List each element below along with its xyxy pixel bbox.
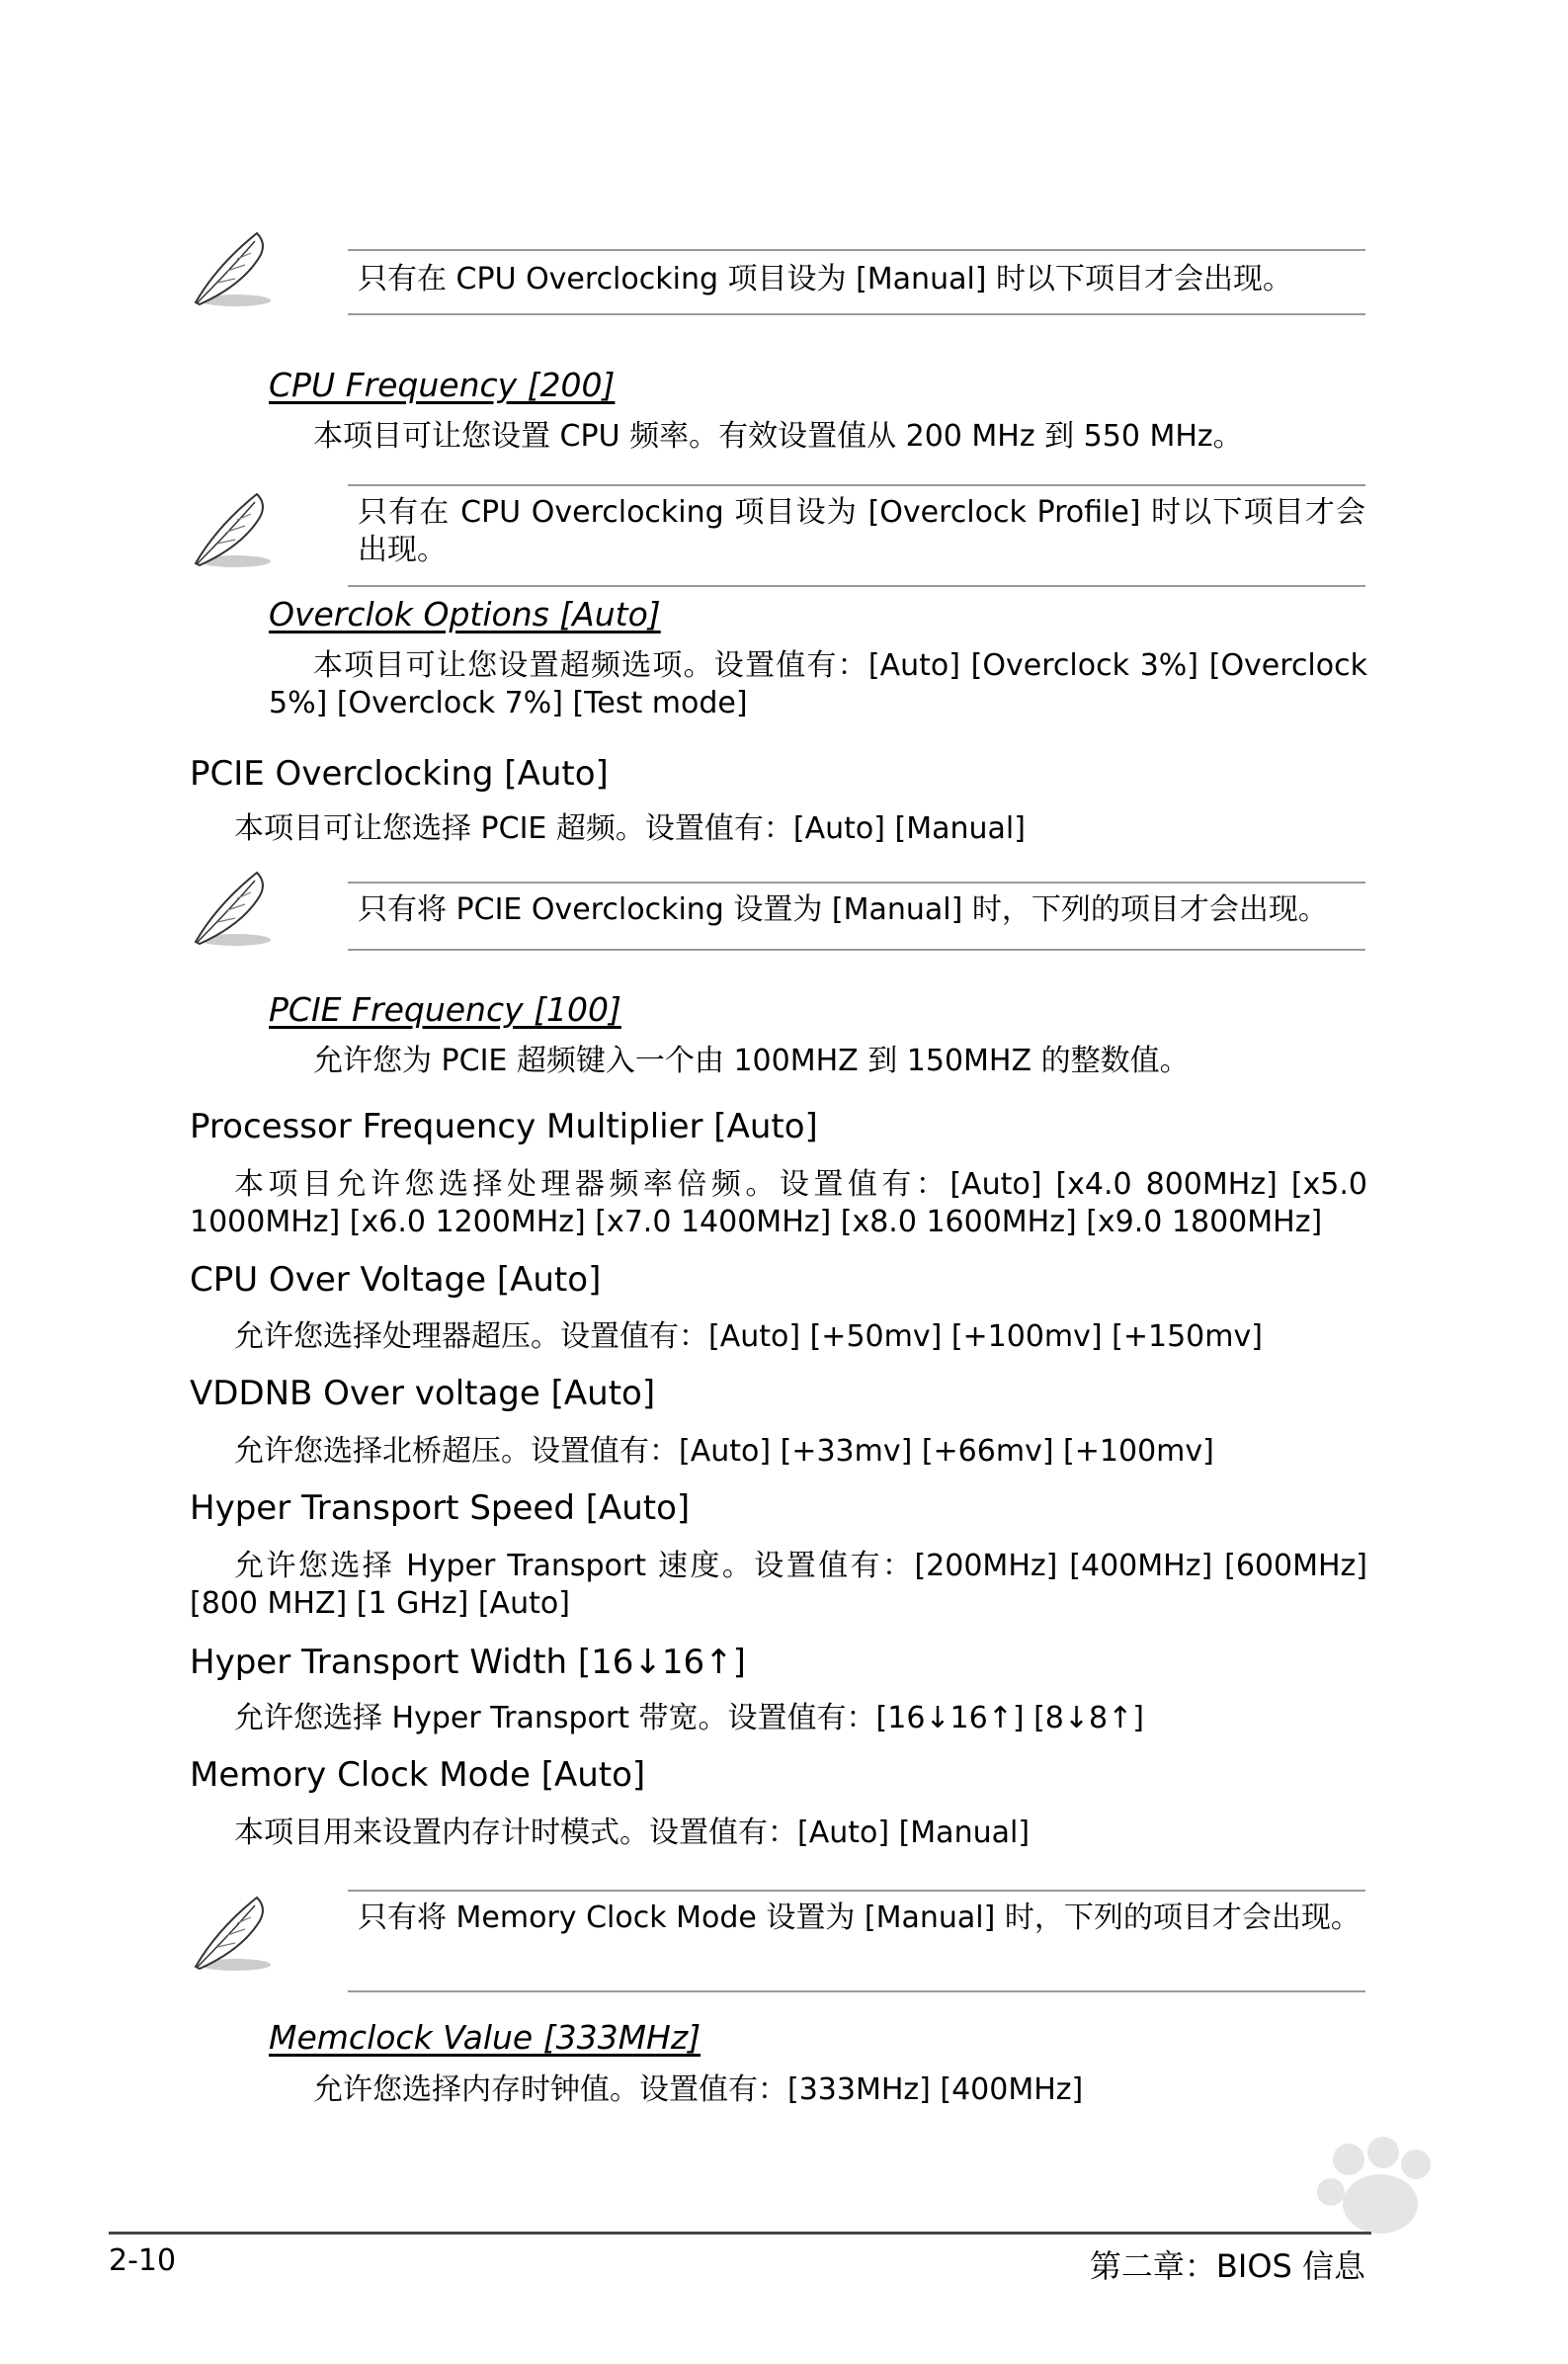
note-top-rule [348, 249, 1365, 251]
note-pen-icon [188, 225, 277, 314]
cpu-frequency-heading: CPU Frequency [200] [269, 366, 616, 404]
multiplier-desc: 本项目允许您选择处理器频率倍频。设置值有：[Auto] [x4.0 800MHz] [x5.0 1000MHz] [x6.0 1200MHz] [x7.0 1400MHz] [x8.0 1600MHz] [x9.0 1800MHz] [190, 1167, 1367, 1239]
ht-width-desc: 允许您选择 Hyper Transport 带宽。设置值有：[16↓16↑] [8↓8↑] [234, 1701, 1144, 1735]
note-text: 只有在 CPU Overclocking 项目设为 [Overclock Profile] 时以下项目才会出现。 [358, 495, 1365, 567]
note-pen-icon [188, 865, 277, 954]
pcie-overclocking-heading: PCIE Overclocking [Auto] [190, 754, 609, 794]
memclock-value-desc: 允许您选择内存时钟值。设置值有：[333MHz] [400MHz] [313, 2072, 1084, 2107]
ht-speed-heading: Hyper Transport Speed [Auto] [190, 1488, 691, 1528]
note-bottom-rule [348, 949, 1365, 951]
note-top-rule [348, 484, 1365, 486]
note-pen-icon [188, 486, 277, 575]
overclock-options-desc: 本项目可让您设置超频选项。设置值有：[Auto] [Overclock 3%] [Overclock 5%] [Overclock 7%] [Test mode] [269, 648, 1367, 720]
page-number: 2-10 [109, 2243, 177, 2278]
cpu-over-voltage-heading: CPU Over Voltage [Auto] [190, 1260, 602, 1300]
watermark-paw-icon [1102, 2125, 1467, 2283]
pcie-frequency-desc: 允许您为 PCIE 超频键入一个由 100MHZ 到 150MHZ 的整数值。 [313, 1044, 1190, 1078]
note-text: 只有在 CPU Overclocking 项目设为 [Manual] 时以下项目才会出现。 [358, 262, 1293, 296]
cpu-frequency-desc: 本项目可让您设置 CPU 频率。有效设置值从 200 MHz 到 550 MHz。 [313, 419, 1243, 454]
cpu-over-voltage-desc: 允许您选择处理器超压。设置值有：[Auto] [+50mv] [+100mv] [+150mv] [234, 1319, 1263, 1354]
note-pen-icon [188, 1890, 277, 1979]
mem-clock-mode-heading: Memory Clock Mode [Auto] [190, 1755, 646, 1795]
ht-speed-desc: 允许您选择 Hyper Transport 速度。设置值有：[200MHz] [400MHz] [600MHz] [800 MHZ] [1 GHz] [Auto] [190, 1549, 1367, 1621]
vddnb-desc: 允许您选择北桥超压。设置值有：[Auto] [+33mv] [+66mv] [+100mv] [234, 1434, 1214, 1469]
note-bottom-rule [348, 313, 1365, 315]
note-bottom-rule [348, 585, 1365, 587]
note-text: 只有将 PCIE Overclocking 设置为 [Manual] 时，下列的项目才会出现。 [358, 892, 1328, 927]
memclock-value-heading: Memclock Value [333MHz] [269, 2018, 701, 2057]
note-text: 只有将 Memory Clock Mode 设置为 [Manual] 时，下列的项目才会出现。 [358, 1900, 1361, 1935]
note-top-rule [348, 1890, 1365, 1892]
note-bottom-rule [348, 1990, 1365, 1992]
overclock-options-heading: Overclok Options [Auto] [269, 595, 661, 633]
multiplier-heading: Processor Frequency Multiplier [Auto] [190, 1107, 818, 1146]
note-top-rule [348, 882, 1365, 884]
mem-clock-mode-desc: 本项目用来设置内存计时模式。设置值有：[Auto] [Manual] [234, 1815, 1031, 1850]
vddnb-heading: VDDNB Over voltage [Auto] [190, 1374, 656, 1413]
pcie-overclocking-desc: 本项目可让您选择 PCIE 超频。设置值有：[Auto] [Manual] [234, 811, 1026, 846]
chapter-title: 第二章：BIOS 信息 [1089, 2247, 1365, 2285]
ht-width-heading: Hyper Transport Width [16↓16↑] [190, 1643, 746, 1682]
pcie-frequency-heading: PCIE Frequency [100] [269, 990, 621, 1029]
